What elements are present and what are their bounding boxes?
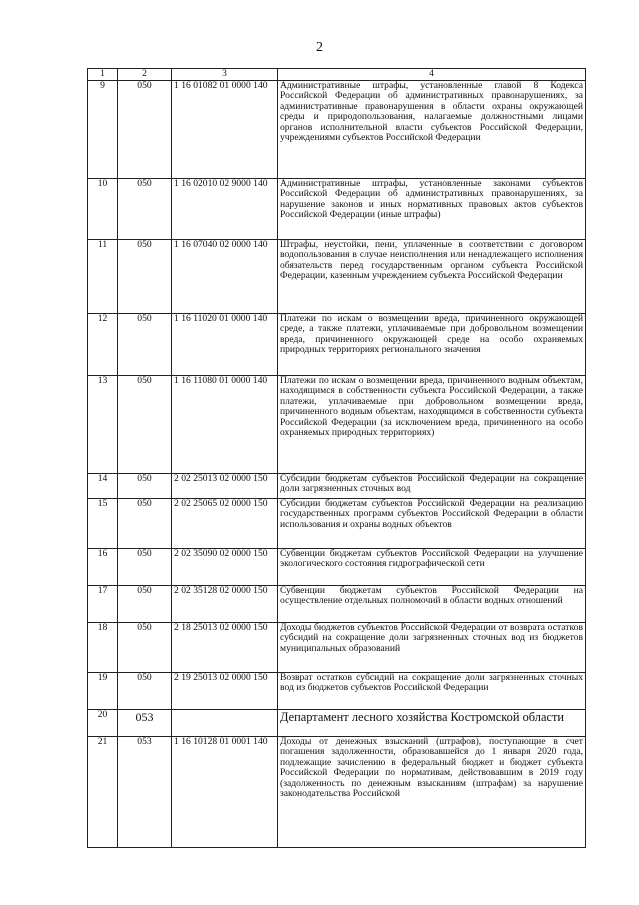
administrator-code: 050	[118, 622, 172, 672]
budget-classification-code: 2 02 35128 02 0000 150	[172, 585, 278, 622]
column-number-header: 1	[88, 69, 118, 81]
row-number: 11	[88, 239, 118, 313]
budget-classification-code: 2 18 25013 02 0000 150	[172, 622, 278, 672]
revenue-description: Штрафы, неустойки, пени, уплаченные в соответствии с договором водопользования в случае неисполнения или ненадлежащего исполнения обязательств перед государственным органом субъекта Российской Федерации, казенным учреждением субъекта Российской Федерации	[278, 239, 586, 313]
administrator-code: 050	[118, 473, 172, 498]
revenue-description: Платежи по искам о возмещении вреда, причиненного окружающей среде, а также платежи, уплачиваемые при добровольном возмещении вреда, причиненного окружающей среде на особо охраняемых природных территориях регионального значения	[278, 313, 586, 375]
budget-classification-code: 1 16 11020 01 0000 140	[172, 313, 278, 375]
table-row	[88, 178, 586, 239]
row-number: 19	[88, 672, 118, 709]
revenue-description: Доходы бюджетов субъектов Российской Федерации от возврата остатков субсидий на сокращение доли загрязненных сточных вод из бюджетов муниципальных образований	[278, 622, 586, 672]
table-row	[88, 375, 586, 473]
table-header-row	[88, 69, 586, 81]
table-row	[88, 239, 586, 313]
administrator-code: 050	[118, 239, 172, 313]
table-row	[88, 622, 586, 672]
revenue-description: Административные штрафы, установленные законами субъектов Российской Федерации об административных правонарушениях, за нарушение законов и иных нормативных правовых актов субъектов Российской Федерации (иные штрафы)	[278, 178, 586, 239]
administrator-code: 050	[118, 672, 172, 709]
revenue-description: Субвенции бюджетам субъектов Российской Федерации на улучшение экологического состояния гидрографической сети	[278, 548, 586, 585]
administrator-code: 050	[118, 498, 172, 548]
row-number: 15	[88, 498, 118, 548]
row-number: 21	[88, 736, 118, 847]
budget-classification-code: 1 16 02010 02 9000 140	[172, 178, 278, 239]
budget-classification-code: 1 16 01082 01 0000 140	[172, 80, 278, 178]
revenue-description: Платежи по искам о возмещении вреда, причиненного водным объектам, находящимся в собственности субъекта Российской Федерации, а также платежи, уплачиваемые при добровольном возмещении вреда, причиненного водным объектам, находящимся в собственности субъекта Российской Федерации (за исключением вреда, причиненного на особо охраняемых природных территориях)	[278, 375, 586, 473]
revenue-administrators-table	[87, 68, 586, 848]
table-row	[88, 80, 586, 178]
table-row	[88, 313, 586, 375]
revenue-description: Административные штрафы, установленные главой 8 Кодекса Российской Федерации об административных правонарушениях, за административные правонарушения в области охраны окружающей среды и природопользования, налагаемые должностными лицами органов исполнительной власти субъектов Российской Федерации, учреждениями субъектов Российской Федерации	[278, 80, 586, 178]
revenue-description: Возврат остатков субсидий на сокращение доли загрязненных сточных вод из бюджетов субъектов Российской Федерации	[278, 672, 586, 709]
administrator-code: 050	[118, 80, 172, 178]
row-number: 20	[88, 709, 118, 736]
table-row	[88, 548, 586, 585]
table-row	[88, 672, 586, 709]
budget-classification-code: 2 19 25013 02 0000 150	[172, 672, 278, 709]
row-number: 12	[88, 313, 118, 375]
administrator-code: 050	[118, 375, 172, 473]
table-row	[88, 585, 586, 622]
table-row-department	[88, 709, 586, 736]
budget-classification-code: 2 02 25065 02 0000 150	[172, 498, 278, 548]
administrator-code: 050	[118, 585, 172, 622]
administrator-code: 050	[118, 178, 172, 239]
row-number: 18	[88, 622, 118, 672]
table-row	[88, 736, 586, 847]
row-number: 16	[88, 548, 118, 585]
page-number: 2	[316, 40, 323, 55]
revenue-description: Субвенции бюджетам субъектов Российской Федерации на осуществление отдельных полномочий в области водных отношений	[278, 585, 586, 622]
budget-classification-code: 1 16 10128 01 0001 140	[172, 736, 278, 847]
revenue-description: Департамент лесного хозяйства Костромской области	[278, 709, 586, 736]
budget-classification-code: 1 16 11080 01 0000 140	[172, 375, 278, 473]
budget-classification-code: 2 02 25013 02 0000 150	[172, 473, 278, 498]
column-description-header: 4	[278, 69, 586, 81]
column-admin-header: 2	[118, 69, 172, 81]
column-code-header: 3	[172, 69, 278, 81]
budget-classification-code: 1 16 07040 02 0000 140	[172, 239, 278, 313]
budget-classification-code	[172, 709, 278, 736]
row-number: 14	[88, 473, 118, 498]
row-number: 10	[88, 178, 118, 239]
administrator-code: 053	[118, 709, 172, 736]
row-number: 9	[88, 80, 118, 178]
administrator-code: 053	[118, 736, 172, 847]
table-row	[88, 498, 586, 548]
row-number: 17	[88, 585, 118, 622]
administrator-code: 050	[118, 548, 172, 585]
administrator-code: 050	[118, 313, 172, 375]
table-row	[88, 473, 586, 498]
budget-classification-code: 2 02 35090 02 0000 150	[172, 548, 278, 585]
revenue-description: Доходы от денежных взысканий (штрафов), поступающие в счет погашения задолженности, образовавшейся до 1 января 2020 года, подлежащие зачислению в федеральный бюджет и бюджет субъекта Российской Федерации по нормативам, действовавшим в 2019 году (задолженность по денежным взысканиям (штрафам) за нарушение законодательства Российской	[278, 736, 586, 847]
revenue-description: Субсидии бюджетам субъектов Российской Федерации на сокращение доли загрязненных сточных вод	[278, 473, 586, 498]
row-number: 13	[88, 375, 118, 473]
revenue-description: Субсидии бюджетам субъектов Российской Федерации на реализацию государственных программ субъектов Российской Федерации в области использования и охраны водных объектов	[278, 498, 586, 548]
